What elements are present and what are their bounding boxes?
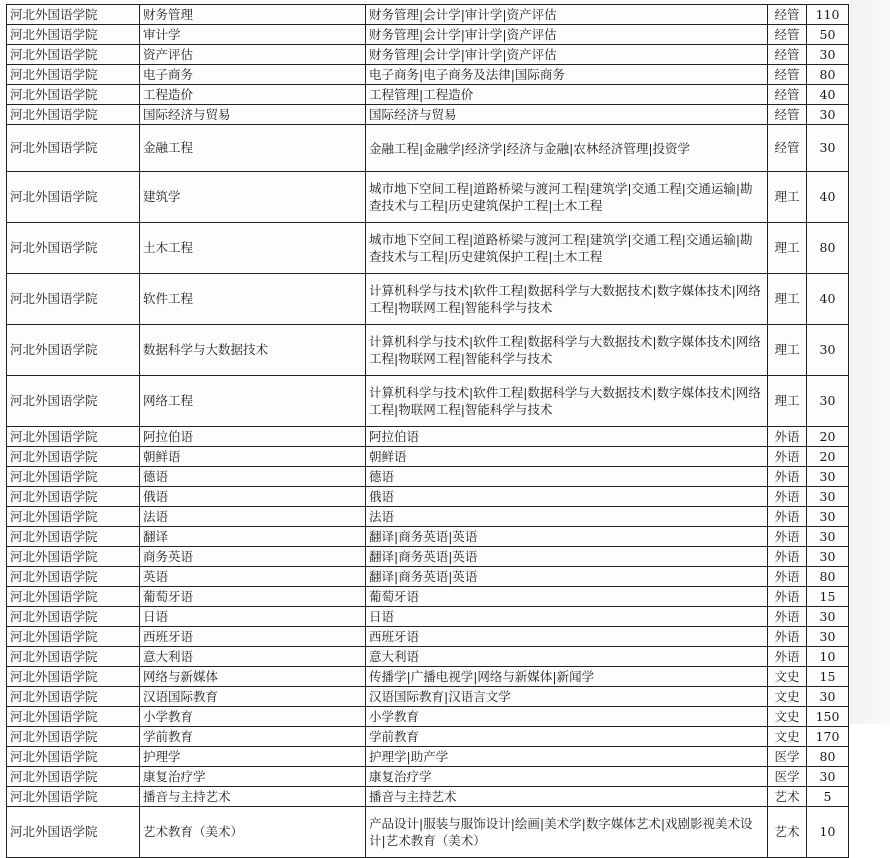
categories-cell: 财务管理|会计学|审计学|资产评估 (366, 45, 768, 65)
count-cell: 80 (807, 567, 849, 587)
count-cell: 30 (807, 507, 849, 527)
count-cell: 20 (807, 427, 849, 447)
discipline-cell: 艺术 (768, 787, 807, 807)
discipline-cell: 艺术 (768, 807, 807, 858)
school-cell: 河北外国语学院 (7, 65, 140, 85)
discipline-cell: 经管 (768, 25, 807, 45)
categories-cell: 翻译|商务英语|英语 (366, 567, 768, 587)
discipline-cell: 外语 (768, 567, 807, 587)
discipline-cell: 外语 (768, 627, 807, 647)
major-cell: 翻译 (140, 527, 366, 547)
count-cell: 20 (807, 447, 849, 467)
major-cell: 小学教育 (140, 707, 366, 727)
school-cell: 河北外国语学院 (7, 687, 140, 707)
categories-cell: 电子商务|电子商务及法律|国际商务 (366, 65, 768, 85)
school-cell: 河北外国语学院 (7, 467, 140, 487)
categories-cell: 朝鲜语 (366, 447, 768, 467)
school-cell: 河北外国语学院 (7, 376, 140, 427)
categories-cell: 西班牙语 (366, 627, 768, 647)
table-row (7, 85, 849, 105)
discipline-cell: 外语 (768, 587, 807, 607)
discipline-cell: 经管 (768, 125, 807, 172)
count-cell: 10 (807, 647, 849, 667)
categories-cell: 计算机科学与技术|软件工程|数据科学与大数据技术|数字媒体技术|网络工程|物联网工程|智能科学与技术 (366, 274, 768, 325)
table-row (7, 65, 849, 85)
discipline-cell: 外语 (768, 427, 807, 447)
count-cell: 15 (807, 667, 849, 687)
school-cell: 河北外国语学院 (7, 325, 140, 376)
table-row (7, 527, 849, 547)
major-cell: 西班牙语 (140, 627, 366, 647)
count-cell: 30 (807, 527, 849, 547)
school-cell: 河北外国语学院 (7, 223, 140, 274)
school-cell: 河北外国语学院 (7, 727, 140, 747)
discipline-cell: 文史 (768, 727, 807, 747)
school-cell: 河北外国语学院 (7, 172, 140, 223)
categories-cell: 计算机科学与技术|软件工程|数据科学与大数据技术|数字媒体技术|网络工程|物联网工程|智能科学与技术 (366, 376, 768, 427)
table-row (7, 45, 849, 65)
categories-cell: 财务管理|会计学|审计学|资产评估 (366, 25, 768, 45)
discipline-cell: 经管 (768, 45, 807, 65)
discipline-cell: 理工 (768, 274, 807, 325)
major-cell: 法语 (140, 507, 366, 527)
school-cell: 河北外国语学院 (7, 587, 140, 607)
count-cell: 80 (807, 65, 849, 85)
school-cell: 河北外国语学院 (7, 787, 140, 807)
major-cell: 播音与主持艺术 (140, 787, 366, 807)
table-row (7, 567, 849, 587)
categories-cell: 葡萄牙语 (366, 587, 768, 607)
page-edge-shadow (850, 0, 890, 724)
discipline-cell: 外语 (768, 547, 807, 567)
table-row (7, 325, 849, 376)
table-row (7, 627, 849, 647)
categories-cell: 汉语国际教育|汉语言文学 (366, 687, 768, 707)
major-cell: 意大利语 (140, 647, 366, 667)
major-cell: 资产评估 (140, 45, 366, 65)
school-cell: 河北外国语学院 (7, 487, 140, 507)
categories-cell: 翻译|商务英语|英语 (366, 547, 768, 567)
discipline-cell: 外语 (768, 467, 807, 487)
categories-cell: 计算机科学与技术|软件工程|数据科学与大数据技术|数字媒体技术|网络工程|物联网工程|智能科学与技术 (366, 325, 768, 376)
major-cell: 数据科学与大数据技术 (140, 325, 366, 376)
table-row (7, 507, 849, 527)
table-row (7, 787, 849, 807)
count-cell: 30 (807, 376, 849, 427)
table-row (7, 467, 849, 487)
table-row (7, 547, 849, 567)
count-cell: 30 (807, 487, 849, 507)
discipline-cell: 外语 (768, 527, 807, 547)
major-cell: 日语 (140, 607, 366, 627)
table-row (7, 376, 849, 427)
school-cell: 河北外国语学院 (7, 607, 140, 627)
discipline-cell: 文史 (768, 707, 807, 727)
discipline-cell: 外语 (768, 447, 807, 467)
count-cell: 30 (807, 607, 849, 627)
categories-cell: 国际经济与贸易 (366, 105, 768, 125)
table-row (7, 667, 849, 687)
count-cell: 30 (807, 105, 849, 125)
discipline-cell: 经管 (768, 105, 807, 125)
categories-cell: 财务管理|会计学|审计学|资产评估 (366, 5, 768, 25)
school-cell: 河北外国语学院 (7, 125, 140, 172)
school-cell: 河北外国语学院 (7, 45, 140, 65)
major-cell: 汉语国际教育 (140, 687, 366, 707)
categories-cell: 播音与主持艺术 (366, 787, 768, 807)
table-row (7, 105, 849, 125)
school-cell: 河北外国语学院 (7, 507, 140, 527)
table-row (7, 223, 849, 274)
table-row (7, 274, 849, 325)
categories-cell: 金融工程|金融学|经济学|经济与金融|农林经济管理|投资学 (366, 125, 768, 172)
count-cell: 40 (807, 274, 849, 325)
major-cell: 电子商务 (140, 65, 366, 85)
school-cell: 河北外国语学院 (7, 105, 140, 125)
table-body (7, 5, 849, 858)
categories-cell: 德语 (366, 467, 768, 487)
count-cell: 40 (807, 172, 849, 223)
major-cell: 阿拉伯语 (140, 427, 366, 447)
table-row (7, 447, 849, 467)
count-cell: 30 (807, 325, 849, 376)
discipline-cell: 经管 (768, 85, 807, 105)
school-cell: 河北外国语学院 (7, 647, 140, 667)
count-cell: 30 (807, 627, 849, 647)
table-row (7, 427, 849, 447)
major-cell: 建筑学 (140, 172, 366, 223)
table-row (7, 687, 849, 707)
categories-cell: 法语 (366, 507, 768, 527)
table-row (7, 172, 849, 223)
school-cell: 河北外国语学院 (7, 274, 140, 325)
table-row (7, 747, 849, 767)
discipline-cell: 经管 (768, 65, 807, 85)
count-cell: 170 (807, 727, 849, 747)
major-cell: 朝鲜语 (140, 447, 366, 467)
discipline-cell: 外语 (768, 607, 807, 627)
major-cell: 俄语 (140, 487, 366, 507)
categories-cell: 传播学|广播电视学|网络与新媒体|新闻学 (366, 667, 768, 687)
discipline-cell: 外语 (768, 647, 807, 667)
major-cell: 财务管理 (140, 5, 366, 25)
count-cell: 5 (807, 787, 849, 807)
school-cell: 河北外国语学院 (7, 25, 140, 45)
school-cell: 河北外国语学院 (7, 427, 140, 447)
categories-cell: 护理学|助产学 (366, 747, 768, 767)
count-cell: 15 (807, 587, 849, 607)
school-cell: 河北外国语学院 (7, 547, 140, 567)
categories-cell: 俄语 (366, 487, 768, 507)
discipline-cell: 理工 (768, 376, 807, 427)
table-row (7, 487, 849, 507)
categories-cell: 产品设计|服装与服饰设计|绘画|美术学|数字媒体艺术|戏剧影视美术设计|艺术教育（美术） (366, 807, 768, 858)
count-cell: 110 (807, 5, 849, 25)
table-row (7, 125, 849, 172)
count-cell: 30 (807, 125, 849, 172)
categories-cell: 小学教育 (366, 707, 768, 727)
discipline-cell: 理工 (768, 325, 807, 376)
major-cell: 网络工程 (140, 376, 366, 427)
school-cell: 河北外国语学院 (7, 567, 140, 587)
major-cell: 德语 (140, 467, 366, 487)
table-row (7, 767, 849, 787)
count-cell: 40 (807, 85, 849, 105)
discipline-cell: 外语 (768, 487, 807, 507)
discipline-cell: 医学 (768, 767, 807, 787)
major-cell: 艺术教育（美术） (140, 807, 366, 858)
major-cell: 葡萄牙语 (140, 587, 366, 607)
major-cell: 网络与新媒体 (140, 667, 366, 687)
major-cell: 英语 (140, 567, 366, 587)
enrollment-table (6, 4, 849, 858)
school-cell: 河北外国语学院 (7, 747, 140, 767)
school-cell: 河北外国语学院 (7, 707, 140, 727)
count-cell: 80 (807, 747, 849, 767)
count-cell: 30 (807, 687, 849, 707)
count-cell: 50 (807, 25, 849, 45)
table-row (7, 25, 849, 45)
discipline-cell: 经管 (768, 5, 807, 25)
major-cell: 学前教育 (140, 727, 366, 747)
school-cell: 河北外国语学院 (7, 527, 140, 547)
school-cell: 河北外国语学院 (7, 667, 140, 687)
major-cell: 商务英语 (140, 547, 366, 567)
major-cell: 软件工程 (140, 274, 366, 325)
categories-cell: 意大利语 (366, 647, 768, 667)
school-cell: 河北外国语学院 (7, 447, 140, 467)
major-cell: 审计学 (140, 25, 366, 45)
count-cell: 30 (807, 467, 849, 487)
table-row (7, 607, 849, 627)
discipline-cell: 外语 (768, 507, 807, 527)
table-row (7, 727, 849, 747)
discipline-cell: 理工 (768, 172, 807, 223)
major-cell: 国际经济与贸易 (140, 105, 366, 125)
count-cell: 80 (807, 223, 849, 274)
table-row (7, 647, 849, 667)
categories-cell: 翻译|商务英语|英语 (366, 527, 768, 547)
school-cell: 河北外国语学院 (7, 85, 140, 105)
school-cell: 河北外国语学院 (7, 5, 140, 25)
school-cell: 河北外国语学院 (7, 767, 140, 787)
categories-cell: 日语 (366, 607, 768, 627)
categories-cell: 城市地下空间工程|道路桥梁与渡河工程|建筑学|交通工程|交通运输|勘查技术与工程|历史建筑保护工程|土木工程 (366, 223, 768, 274)
major-cell: 工程造价 (140, 85, 366, 105)
table-row (7, 587, 849, 607)
discipline-cell: 医学 (768, 747, 807, 767)
major-cell: 金融工程 (140, 125, 366, 172)
count-cell: 150 (807, 707, 849, 727)
categories-cell: 工程管理|工程造价 (366, 85, 768, 105)
discipline-cell: 文史 (768, 667, 807, 687)
categories-cell: 学前教育 (366, 727, 768, 747)
table-row (7, 5, 849, 25)
major-cell: 康复治疗学 (140, 767, 366, 787)
table-row (7, 807, 849, 858)
count-cell: 30 (807, 547, 849, 567)
major-cell: 护理学 (140, 747, 366, 767)
discipline-cell: 理工 (768, 223, 807, 274)
major-cell: 土木工程 (140, 223, 366, 274)
categories-cell: 城市地下空间工程|道路桥梁与渡河工程|建筑学|交通工程|交通运输|勘查技术与工程|历史建筑保护工程|土木工程 (366, 172, 768, 223)
count-cell: 10 (807, 807, 849, 858)
count-cell: 30 (807, 767, 849, 787)
school-cell: 河北外国语学院 (7, 627, 140, 647)
categories-cell: 阿拉伯语 (366, 427, 768, 447)
count-cell: 30 (807, 45, 849, 65)
discipline-cell: 文史 (768, 687, 807, 707)
categories-cell: 康复治疗学 (366, 767, 768, 787)
school-cell: 河北外国语学院 (7, 807, 140, 858)
